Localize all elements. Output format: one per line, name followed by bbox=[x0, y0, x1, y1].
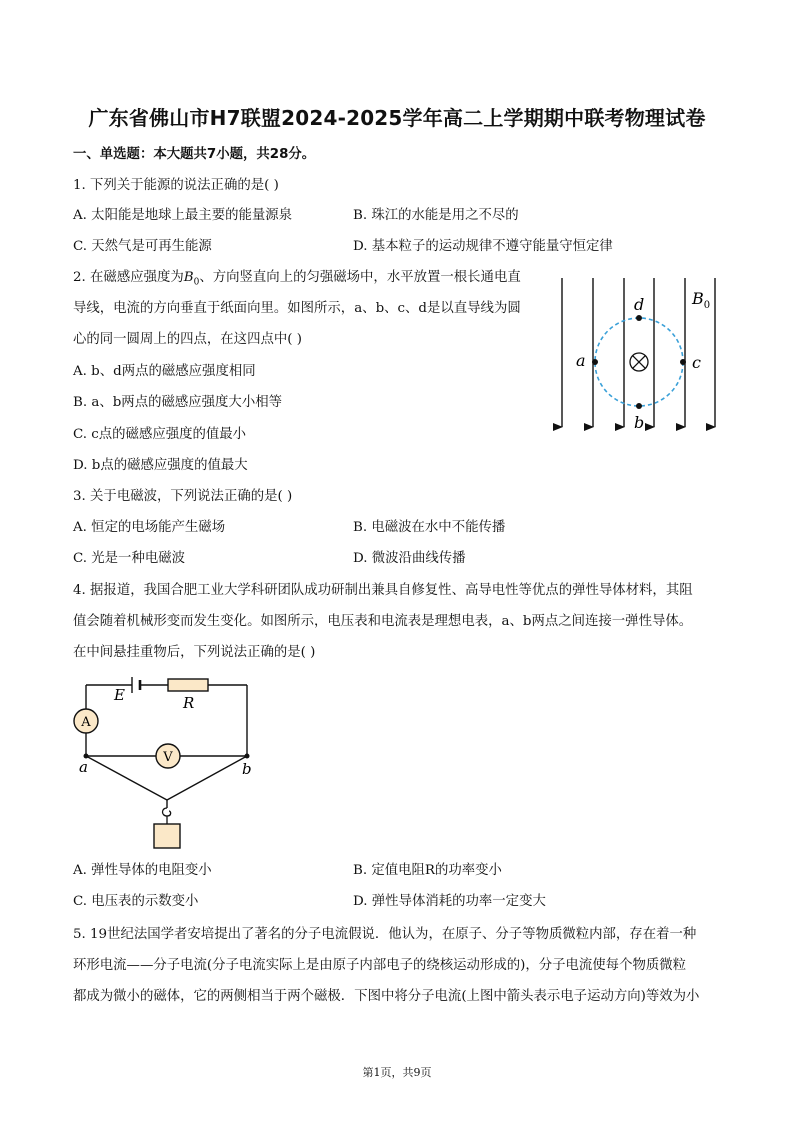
q2-stem-line2: 导线，电流的方向垂直于纸面向里。如图所示，a、b、c、d是以直导线为圆 bbox=[73, 301, 521, 316]
q2-option-d: D. b点的磁感应强度的值最大 bbox=[73, 458, 248, 473]
b0-symbol: B bbox=[183, 270, 194, 285]
q1-option-d: D. 基本粒子的运动规律不遵守能量守恒定律 bbox=[353, 239, 613, 254]
q4-option-b: B. 定值电阻R的功率变小 bbox=[353, 863, 502, 878]
q3-option-a: A. 恒定的电场能产生磁场 bbox=[73, 520, 226, 535]
label-b0: $B_0$ bbox=[692, 289, 711, 311]
label-d: d bbox=[634, 295, 645, 314]
section-heading: 一、单选题：本大题共7小题，共28分。 bbox=[73, 147, 316, 162]
svg-text:A: A bbox=[81, 715, 91, 730]
label-r: R bbox=[183, 694, 195, 712]
b0-subscript: 0 bbox=[193, 277, 200, 288]
label-c: c bbox=[692, 353, 701, 372]
q4-option-c: C. 电压表的示数变小 bbox=[73, 894, 199, 909]
ammeter-icon bbox=[74, 709, 98, 733]
hook-icon bbox=[163, 808, 171, 816]
q4-stem-line3: 在中间悬挂重物后，下列说法正确的是( ) bbox=[73, 645, 316, 660]
q4-stem-line2: 值会随着机械形变而发生变化。如图所示，电压表和电流表是理想电表，a、b两点之间连接一弹性导体。 bbox=[73, 614, 693, 629]
label-b: b bbox=[242, 760, 252, 778]
point-a bbox=[592, 359, 598, 365]
page-footer: 第1页，共9页 bbox=[362, 1066, 432, 1079]
magnetic-field-figure bbox=[548, 272, 728, 432]
q3-option-c: C. 光是一种电磁波 bbox=[73, 551, 186, 566]
page-title: 广东省佛山市H7联盟2024-2025学年高二上学期期中联考物理试卷 bbox=[88, 106, 706, 130]
current-into-page-icon bbox=[630, 353, 648, 371]
label-a: a bbox=[576, 351, 586, 370]
weight-block bbox=[154, 824, 180, 848]
label-e: E bbox=[114, 686, 125, 704]
junction-b bbox=[245, 754, 250, 759]
q5-stem-line3: 都成为微小的磁体，它的两侧相当于两个磁极．下图中将分子电流(上图中箭头表示电子运动方向)等效为小 bbox=[73, 989, 700, 1004]
q1-stem: 1. 下列关于能源的说法正确的是( ) bbox=[73, 178, 279, 193]
point-c bbox=[680, 359, 686, 365]
q3-stem: 3. 关于电磁波，下列说法正确的是( ) bbox=[73, 489, 293, 504]
resistor-icon bbox=[168, 679, 208, 691]
q2-option-a: A. b、d两点的磁感应强度相同 bbox=[73, 364, 256, 379]
q1-option-a: A. 太阳能是地球上最主要的能量源泉 bbox=[73, 208, 293, 223]
q5-stem-line1: 5. 19世纪法国学者安培提出了著名的分子电流假说．他认为，在原子、分子等物质微粒内部，存在着一种 bbox=[73, 927, 697, 942]
q2-stem-line3: 心的同一圆周上的四点，在这四点中( ) bbox=[73, 332, 302, 347]
q1-option-c: C. 天然气是可再生能源 bbox=[73, 239, 212, 254]
q4-stem-line1: 4. 据报道，我国合肥工业大学科研团队成功研制出兼具自修复性、高导电性等优点的弹性导体材料，其阻 bbox=[73, 583, 693, 598]
q2-stem-line1 bbox=[73, 269, 521, 292]
q4-option-a: A. 弹性导体的电阻变小 bbox=[73, 863, 212, 878]
circuit-figure bbox=[70, 672, 270, 854]
point-d bbox=[636, 315, 642, 321]
battery-icon bbox=[132, 677, 140, 693]
q1-option-b: B. 珠江的水能是用之不尽的 bbox=[353, 208, 519, 223]
q3-option-b: B. 电磁波在水中不能传播 bbox=[353, 520, 506, 535]
q3-option-d: D. 微波沿曲线传播 bbox=[353, 551, 466, 566]
label-a: a bbox=[79, 758, 88, 776]
voltmeter-icon bbox=[156, 744, 180, 768]
q2-option-c: C. c点的磁感应强度的值最小 bbox=[73, 427, 247, 442]
label-b: b bbox=[634, 413, 645, 432]
q2-option-b: B. a、b两点的磁感应强度大小相等 bbox=[73, 395, 282, 410]
svg-text:V: V bbox=[163, 750, 173, 765]
point-b bbox=[636, 403, 642, 409]
q2-stem-pre: 2. 在磁感应强度为 bbox=[73, 270, 184, 285]
q2-stem-post: 、方向竖直向上的匀强磁场中，水平放置一根长通电直 bbox=[199, 270, 521, 285]
q5-stem-line2: 环形电流——分子电流(分子电流实际上是由原子内部电子的绕核运动形成的)，分子电流使每个物质微粒 bbox=[73, 958, 687, 973]
q4-option-d: D. 弹性导体消耗的功率一定变大 bbox=[353, 894, 546, 909]
